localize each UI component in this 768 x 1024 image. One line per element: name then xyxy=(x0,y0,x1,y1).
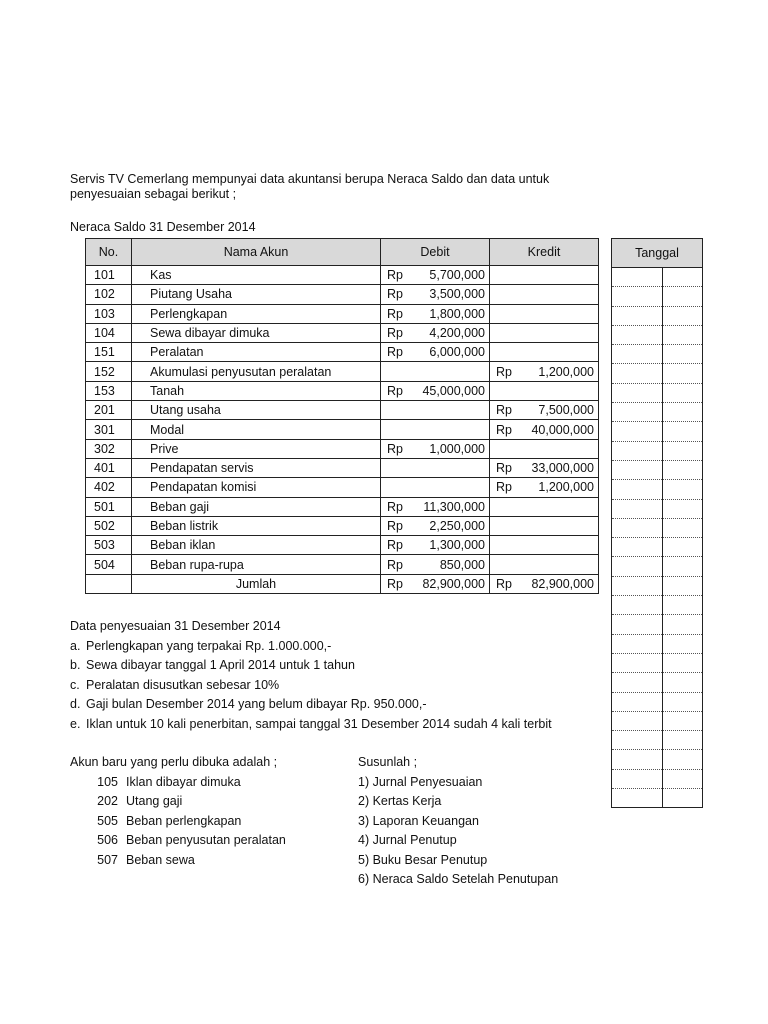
tanggal-row xyxy=(612,692,703,711)
tanggal-cell xyxy=(612,345,663,364)
account-number: 201 xyxy=(86,401,132,420)
tanggal-row xyxy=(612,634,703,653)
amount-value: 850,000 xyxy=(439,557,485,572)
new-account-number: 105 xyxy=(97,774,118,789)
adjustment-item xyxy=(70,637,552,657)
kredit-cell xyxy=(490,266,599,285)
tanggal-cell xyxy=(662,403,702,422)
kredit-cell xyxy=(490,304,599,323)
tanggal-cell xyxy=(612,692,663,711)
tanggal-row xyxy=(612,538,703,557)
tanggal-cell xyxy=(612,268,663,287)
tanggal-cell xyxy=(662,325,702,344)
table-row xyxy=(86,343,599,362)
tanggal-cell xyxy=(612,653,663,672)
table-row xyxy=(86,285,599,304)
table-header-row xyxy=(86,239,599,266)
table-row xyxy=(86,439,599,458)
account-number: 151 xyxy=(86,343,132,362)
total-row xyxy=(86,574,599,593)
kredit-cell xyxy=(490,536,599,555)
tanggal-cell xyxy=(662,460,702,479)
tanggal-cell xyxy=(662,596,702,615)
tanggal-cell xyxy=(612,499,663,518)
account-number: 302 xyxy=(86,439,132,458)
amount-value: 7,500,000 xyxy=(538,403,594,418)
tanggal-cell xyxy=(662,306,702,325)
tasks-section xyxy=(358,753,558,890)
tanggal-row xyxy=(612,518,703,537)
currency-label: Rp xyxy=(496,480,512,495)
currency-label: Rp xyxy=(387,499,403,514)
tanggal-row xyxy=(612,441,703,460)
amount-value: 82,900,000 xyxy=(531,576,594,591)
tanggal-cell xyxy=(612,769,663,788)
new-account-item xyxy=(70,831,286,851)
currency-label: Rp xyxy=(387,383,403,398)
currency-label: Rp xyxy=(496,576,512,591)
kredit-cell xyxy=(490,458,599,477)
tanggal-cell xyxy=(612,711,663,730)
new-account-name: Utang gaji xyxy=(126,794,183,808)
currency-label: Rp xyxy=(496,422,512,437)
tanggal-cell xyxy=(662,789,702,808)
kredit-cell xyxy=(490,420,599,439)
debit-cell xyxy=(381,304,490,323)
new-accounts-section xyxy=(70,753,286,870)
tanggal-cell xyxy=(662,711,702,730)
currency-label: Rp xyxy=(387,268,403,283)
tanggal-cell xyxy=(662,769,702,788)
account-name: Prive xyxy=(132,439,381,458)
kredit-cell xyxy=(490,478,599,497)
account-number: 502 xyxy=(86,516,132,535)
tanggal-row xyxy=(612,268,703,287)
debit-cell xyxy=(381,343,490,362)
tanggal-table xyxy=(611,238,703,808)
tanggal-cell xyxy=(662,518,702,537)
header-tanggal: Tanggal xyxy=(612,239,703,268)
tanggal-cell xyxy=(612,557,663,576)
table-row xyxy=(86,497,599,516)
amount-value: 11,300,000 xyxy=(423,499,485,514)
tanggal-row xyxy=(612,673,703,692)
adjustment-text: Gaji bulan Desember 2014 yang belum dibayar Rp. 950.000,- xyxy=(86,697,427,711)
currency-label: Rp xyxy=(387,345,403,360)
currency-label: Rp xyxy=(387,557,403,572)
tanggal-cell xyxy=(612,615,663,634)
amount-value: 45,000,000 xyxy=(422,383,485,398)
tanggal-cell xyxy=(612,441,663,460)
kredit-cell xyxy=(490,381,599,400)
amount-value: 1,800,000 xyxy=(429,306,485,321)
new-account-name: Beban perlengkapan xyxy=(126,813,242,828)
kredit-cell xyxy=(490,401,599,420)
adjustments-title: Data penyesuaian 31 Desember 2014 xyxy=(70,619,281,633)
tanggal-cell xyxy=(662,673,702,692)
intro-paragraph xyxy=(70,172,590,202)
tanggal-cell xyxy=(662,557,702,576)
amount-value: 40,000,000 xyxy=(531,422,594,437)
account-number: 503 xyxy=(86,536,132,555)
tanggal-cell xyxy=(612,306,663,325)
new-account-number: 507 xyxy=(97,852,118,867)
tanggal-cell xyxy=(662,441,702,460)
tanggal-row xyxy=(612,325,703,344)
account-name: Perlengkapan xyxy=(132,304,381,323)
intro-line: Servis TV Cemerlang mempunyai data akuntansi berupa Neraca Saldo dan data untuk xyxy=(70,172,550,186)
account-number: 501 xyxy=(86,497,132,516)
debit-cell xyxy=(381,555,490,574)
new-account-item xyxy=(70,851,286,871)
tanggal-cell xyxy=(662,634,702,653)
adjustment-text: Peralatan disusutkan sebesar 10% xyxy=(86,677,280,692)
new-account-number: 506 xyxy=(97,833,118,847)
tanggal-cell xyxy=(662,480,702,499)
account-name: Beban gaji xyxy=(132,497,381,516)
task-item: 5) Buku Besar Penutup xyxy=(358,852,488,867)
tanggal-row xyxy=(612,711,703,730)
tanggal-cell xyxy=(612,576,663,595)
tanggal-cell xyxy=(662,750,702,769)
amount-value: 2,250,000 xyxy=(429,519,485,533)
amount-value: 3,500,000 xyxy=(429,287,485,302)
account-name: Beban rupa-rupa xyxy=(132,555,381,574)
tanggal-row xyxy=(612,499,703,518)
adjustment-letter: c. xyxy=(70,677,80,692)
adjustment-item xyxy=(70,656,552,676)
adjustment-text: Perlengkapan yang terpakai Rp. 1.000.000,- xyxy=(86,638,332,653)
header-no: No. xyxy=(86,239,132,266)
table-row xyxy=(86,536,599,555)
task-item: 1) Jurnal Penyesuaian xyxy=(358,774,483,789)
tanggal-cell xyxy=(612,422,663,441)
kredit-cell xyxy=(490,516,599,535)
account-number: 152 xyxy=(86,362,132,381)
account-number: 102 xyxy=(86,285,132,304)
currency-label: Rp xyxy=(496,461,512,476)
table-row xyxy=(86,266,599,285)
currency-label: Rp xyxy=(387,519,403,533)
tanggal-cell xyxy=(662,383,702,402)
new-account-number: 505 xyxy=(97,813,118,828)
adjustment-item xyxy=(70,715,552,735)
tanggal-row xyxy=(612,596,703,615)
kredit-cell xyxy=(490,323,599,342)
new-account-name: Iklan dibayar dimuka xyxy=(126,774,241,789)
account-number: 301 xyxy=(86,420,132,439)
account-number: 153 xyxy=(86,381,132,400)
kredit-cell xyxy=(490,285,599,304)
intro-line: penyesuaian sebagai berikut ; xyxy=(70,187,237,201)
account-name: Pendapatan servis xyxy=(132,458,381,477)
tanggal-row xyxy=(612,557,703,576)
tanggal-row xyxy=(612,422,703,441)
debit-cell xyxy=(381,497,490,516)
adjustment-text: Sewa dibayar tanggal 1 April 2014 untuk 1 tahun xyxy=(86,658,355,672)
tanggal-cell xyxy=(662,576,702,595)
table-row xyxy=(86,323,599,342)
table-row xyxy=(86,516,599,535)
tanggal-row xyxy=(612,750,703,769)
kredit-cell xyxy=(490,343,599,362)
tanggal-cell xyxy=(612,596,663,615)
tanggal-cell xyxy=(612,673,663,692)
account-number: 104 xyxy=(86,323,132,342)
amount-value: 33,000,000 xyxy=(531,461,594,476)
tanggal-cell xyxy=(612,287,663,306)
tanggal-cell xyxy=(612,731,663,750)
tanggal-cell xyxy=(662,653,702,672)
adjustment-letter: a. xyxy=(70,638,81,653)
debit-cell xyxy=(381,478,490,497)
tanggal-row xyxy=(612,364,703,383)
tanggal-cell xyxy=(662,499,702,518)
account-name: Beban listrik xyxy=(132,516,381,535)
amount-value: 4,200,000 xyxy=(429,326,485,341)
tanggal-cell xyxy=(662,731,702,750)
tanggal-row xyxy=(612,306,703,325)
tanggal-cell xyxy=(662,364,702,383)
debit-cell xyxy=(381,516,490,535)
debit-cell xyxy=(381,381,490,400)
tanggal-row xyxy=(612,789,703,808)
tanggal-cell xyxy=(612,634,663,653)
debit-cell xyxy=(381,323,490,342)
account-name: Akumulasi penyusutan peralatan xyxy=(132,362,381,381)
amount-value: 82,900,000 xyxy=(422,576,485,591)
tanggal-cell xyxy=(662,287,702,306)
total-spacer xyxy=(86,574,132,593)
table-row xyxy=(86,381,599,400)
currency-label: Rp xyxy=(387,538,403,553)
ledger-title: Neraca Saldo 31 Desember 2014 xyxy=(70,220,256,234)
account-name: Sewa dibayar dimuka xyxy=(132,323,381,342)
new-account-name: Beban penyusutan peralatan xyxy=(126,833,286,847)
adjustment-letter: e. xyxy=(70,716,81,731)
currency-label: Rp xyxy=(387,576,403,591)
tanggal-cell xyxy=(612,364,663,383)
total-label: Jumlah xyxy=(132,574,381,593)
tanggal-row xyxy=(612,287,703,306)
account-name: Kas xyxy=(132,266,381,285)
header-account-name: Nama Akun xyxy=(132,239,381,266)
tanggal-row xyxy=(612,731,703,750)
account-number: 101 xyxy=(86,266,132,285)
account-name: Peralatan xyxy=(132,343,381,362)
amount-value: 6,000,000 xyxy=(429,345,485,360)
debit-cell xyxy=(381,420,490,439)
currency-label: Rp xyxy=(496,364,512,379)
task-item: 2) Kertas Kerja xyxy=(358,794,442,808)
kredit-cell xyxy=(490,362,599,381)
account-name: Beban iklan xyxy=(132,536,381,555)
tanggal-cell xyxy=(612,518,663,537)
new-account-name: Beban sewa xyxy=(126,852,195,867)
new-account-item xyxy=(70,792,286,812)
amount-value: 1,000,000 xyxy=(429,441,485,456)
debit-cell xyxy=(381,362,490,381)
account-name: Piutang Usaha xyxy=(132,285,381,304)
tasks-title: Susunlah ; xyxy=(358,755,418,769)
task-item: 4) Jurnal Penutup xyxy=(358,833,457,847)
debit-cell xyxy=(381,458,490,477)
new-accounts-title: Akun baru yang perlu dibuka adalah ; xyxy=(70,755,278,769)
header-kredit: Kredit xyxy=(490,239,599,266)
tanggal-cell xyxy=(662,268,702,287)
tanggal-cell xyxy=(612,403,663,422)
tanggal-cell xyxy=(612,460,663,479)
table-row xyxy=(86,304,599,323)
tanggal-cell xyxy=(662,615,702,634)
amount-value: 1,200,000 xyxy=(538,480,594,495)
tanggal-cell xyxy=(612,325,663,344)
tanggal-row xyxy=(612,769,703,788)
kredit-cell xyxy=(490,439,599,458)
table-row xyxy=(86,401,599,420)
debit-cell xyxy=(381,266,490,285)
tanggal-row xyxy=(612,480,703,499)
tanggal-row xyxy=(612,576,703,595)
currency-label: Rp xyxy=(387,287,403,302)
account-name: Modal xyxy=(132,420,381,439)
tanggal-row xyxy=(612,615,703,634)
trial-balance-table xyxy=(85,238,599,594)
account-number: 103 xyxy=(86,304,132,323)
account-number: 402 xyxy=(86,478,132,497)
debit-cell xyxy=(381,285,490,304)
table-row xyxy=(86,555,599,574)
tanggal-cell xyxy=(612,538,663,557)
account-name: Utang usaha xyxy=(132,401,381,420)
amount-value: 5,700,000 xyxy=(429,268,485,283)
adjustment-letter: d. xyxy=(70,697,81,711)
currency-label: Rp xyxy=(387,306,403,321)
debit-cell xyxy=(381,401,490,420)
account-number: 401 xyxy=(86,458,132,477)
new-account-item xyxy=(70,812,286,832)
adjustment-item xyxy=(70,676,552,696)
tanggal-row xyxy=(612,345,703,364)
tanggal-cell xyxy=(612,789,663,808)
new-account-item xyxy=(70,773,286,793)
new-account-number: 202 xyxy=(97,794,118,808)
tanggal-cell xyxy=(662,345,702,364)
task-item: 3) Laporan Keuangan xyxy=(358,813,479,828)
header-debit: Debit xyxy=(381,239,490,266)
adjustments-section xyxy=(70,617,552,734)
tanggal-cell xyxy=(612,750,663,769)
tanggal-row xyxy=(612,460,703,479)
table-row xyxy=(86,478,599,497)
currency-label: Rp xyxy=(387,441,403,456)
table-row xyxy=(86,362,599,381)
task-item: 6) Neraca Saldo Setelah Penutupan xyxy=(358,872,559,886)
kredit-cell xyxy=(490,497,599,516)
tanggal-cell xyxy=(612,480,663,499)
tanggal-cell xyxy=(662,538,702,557)
debit-cell xyxy=(381,439,490,458)
debit-cell xyxy=(381,536,490,555)
adjustment-text: Iklan untuk 10 kali penerbitan, sampai tanggal 31 Desember 2014 sudah 4 kali terbit xyxy=(86,716,552,731)
table-row xyxy=(86,420,599,439)
tanggal-cell xyxy=(662,692,702,711)
tanggal-cell xyxy=(612,383,663,402)
tanggal-cell xyxy=(662,422,702,441)
kredit-cell xyxy=(490,555,599,574)
currency-label: Rp xyxy=(496,403,512,418)
adjustment-letter: b. xyxy=(70,658,81,672)
amount-value: 1,200,000 xyxy=(538,364,594,379)
adjustment-item xyxy=(70,695,552,715)
total-kredit-cell xyxy=(490,574,599,593)
currency-label: Rp xyxy=(387,326,403,341)
account-name: Pendapatan komisi xyxy=(132,478,381,497)
table-row xyxy=(86,458,599,477)
account-name: Tanah xyxy=(132,381,381,400)
tanggal-row xyxy=(612,403,703,422)
account-number: 504 xyxy=(86,555,132,574)
amount-value: 1,300,000 xyxy=(429,538,485,553)
tanggal-row xyxy=(612,653,703,672)
total-debit-cell xyxy=(381,574,490,593)
tanggal-row xyxy=(612,383,703,402)
